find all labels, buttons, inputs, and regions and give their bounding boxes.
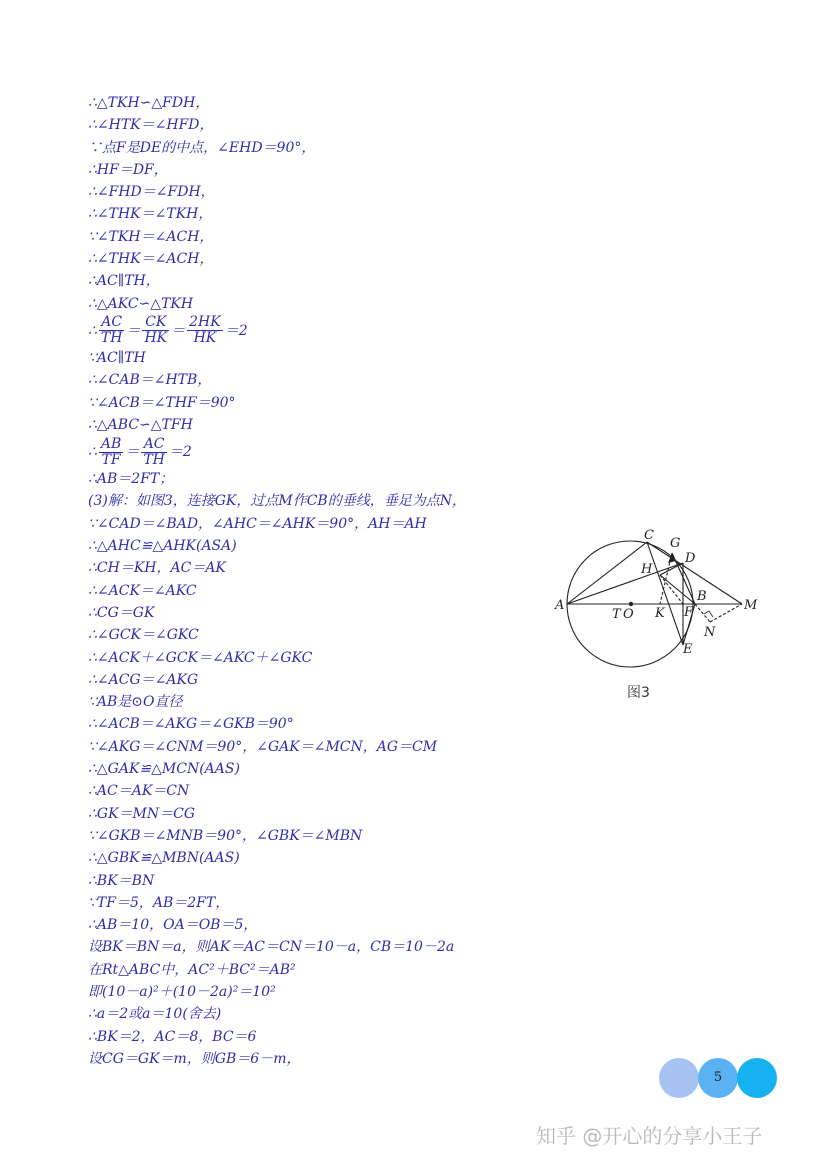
proof-line: ∴△TKH∽△FDH， (88, 95, 210, 111)
proof-line: ∴∠HTK＝∠HFD， (88, 117, 214, 134)
deco-circle-1 (659, 1058, 699, 1098)
proof-line: ∴AB＝10，OA＝OB＝5， (88, 917, 258, 934)
proof-line: ∴AB＝2FT； (88, 471, 174, 488)
proof-line: ∴ $\frac{AC}{TH}$ ＝ $\frac{CK}{HK}$ ＝ $\frac{2HK}{HK}$ ＝2 (88, 314, 248, 347)
proof-line: ∴BK＝2，AC＝8，BC＝6 (88, 1028, 257, 1045)
label-t: T (612, 607, 621, 622)
proof-line: ∴∠THK＝∠TKH， (88, 206, 213, 223)
label-c: C (644, 528, 654, 543)
point-o (629, 602, 633, 606)
page-number: 5 (713, 1070, 723, 1085)
solution-proof (88, 92, 558, 1070)
segment-ac (567, 542, 647, 604)
segment-nm (710, 604, 742, 622)
label-o: O (623, 607, 634, 622)
label-e: E (683, 642, 693, 657)
fraction: $\frac{AB}{TF}$ (100, 435, 122, 468)
proof-line: ∴∠ACK＝∠AKC (88, 582, 197, 599)
label-m: M (744, 598, 758, 613)
proof-line: ∴BK＝BN (88, 872, 155, 889)
proof-line: ∴△AHC≌△AHK(ASA) (88, 538, 237, 555)
figure-caption: 图3 (627, 685, 650, 701)
fraction: $\frac{AC}{TH}$ (143, 435, 165, 468)
watermark: 知乎 @开心的分享小王子 (536, 1124, 763, 1148)
label-k: K (655, 606, 665, 621)
geometry-figure-3 (548, 525, 768, 675)
proof-line: ∴△ABC∽△TFH (88, 416, 193, 433)
label-a: A (555, 598, 565, 613)
label-b: B (697, 589, 707, 604)
proof-line: ∵AC∥TH (88, 349, 146, 366)
proof-line: ∴∠FHD＝∠FDH， (88, 184, 215, 201)
proof-line: ∴∠ACB＝∠AKG＝∠GKB＝90° (88, 716, 294, 733)
proof-line: 在Rt△ABC中，AC²＋BC²＝AB² (88, 961, 296, 978)
proof-line: ∵∠AKG＝∠CNM＝90°，∠GAK＝∠MCN，AG＝CM (88, 738, 438, 755)
proof-line: ∴∠CAB＝∠HTB， (88, 372, 212, 389)
proof-line: ∴∠THK＝∠ACH， (88, 251, 214, 268)
label-h: H (641, 562, 653, 577)
proof-line: ∵TF＝5，AB＝2FT， (88, 894, 230, 911)
label-n: N (704, 625, 716, 640)
proof-line: ∴AC∥TH， (88, 273, 160, 290)
proof-line: ∴∠ACK＋∠GCK＝∠AKC＋∠GKC (88, 649, 313, 666)
segment-ad (567, 563, 683, 604)
deco-circle-3 (737, 1058, 777, 1098)
proof-line: ∵∠ACB＝∠THF＝90° (88, 394, 236, 411)
proof-line: ∴∠ACG＝∠AKG (88, 671, 199, 688)
proof-line: ∴△GAK≌△MCN(AAS) (88, 761, 240, 778)
label-g: G (670, 536, 681, 551)
proof-line: ∴GK＝MN＝CG (88, 805, 196, 822)
proof-line: ∴AC＝AK＝CN (88, 783, 190, 800)
proof-line: ∴△AKC∽△TKH (88, 295, 194, 312)
fraction: $\frac{CK}{HK}$ (144, 314, 168, 347)
segment-bn (695, 604, 710, 622)
label-d: D (685, 551, 696, 566)
proof-line: ∵∠GKB＝∠MNB＝90°，∠GBK＝∠MBN (88, 827, 363, 844)
proof-line: ∴CG＝GK (88, 604, 155, 621)
proof-line: ∴△GBK≌△MBN(AAS) (88, 850, 240, 867)
proof-line: ∵点F是DE的中点，∠EHD＝90°， (88, 139, 316, 156)
proof-line: ∵∠TKH＝∠ACH， (88, 228, 214, 245)
label-f: F (684, 605, 694, 620)
fraction: $\frac{2HK}{HK}$ (189, 314, 221, 347)
proof-line: ∴∠GCK＝∠GKC (88, 627, 199, 644)
proof-line: 设CG＝GK＝m，则GB＝6－m， (88, 1050, 301, 1067)
fraction: $\frac{AC}{TH}$ (100, 314, 123, 347)
proof-line: ∴HF＝DF， (88, 161, 168, 178)
proof-line: ∴CH＝KH，AC＝AK (88, 560, 226, 577)
proof-line: ∴ $\frac{AB}{TF}$ ＝ $\frac{AC}{TH}$ ＝2 (88, 435, 192, 468)
segment-ce (647, 542, 683, 645)
proof-line: ∵∠CAD＝∠BAD，∠AHC＝∠AHK＝90°，AH＝AH (88, 515, 427, 532)
proof-line: 设BK＝BN＝a，则AK＝AC＝CN＝10－a，CB＝10－2a (88, 939, 455, 956)
proof-line: 即(10－a)²＋(10－2a)²＝10² (88, 983, 276, 1000)
proof-line: ∵AB是⊙O直径 (88, 694, 183, 711)
proof-line: (3)解：如图3，连接GK，过点M作CB的垂线，垂足为点N， (88, 493, 466, 510)
proof-line: ∴a＝2或a＝10(舍去) (88, 1006, 222, 1023)
